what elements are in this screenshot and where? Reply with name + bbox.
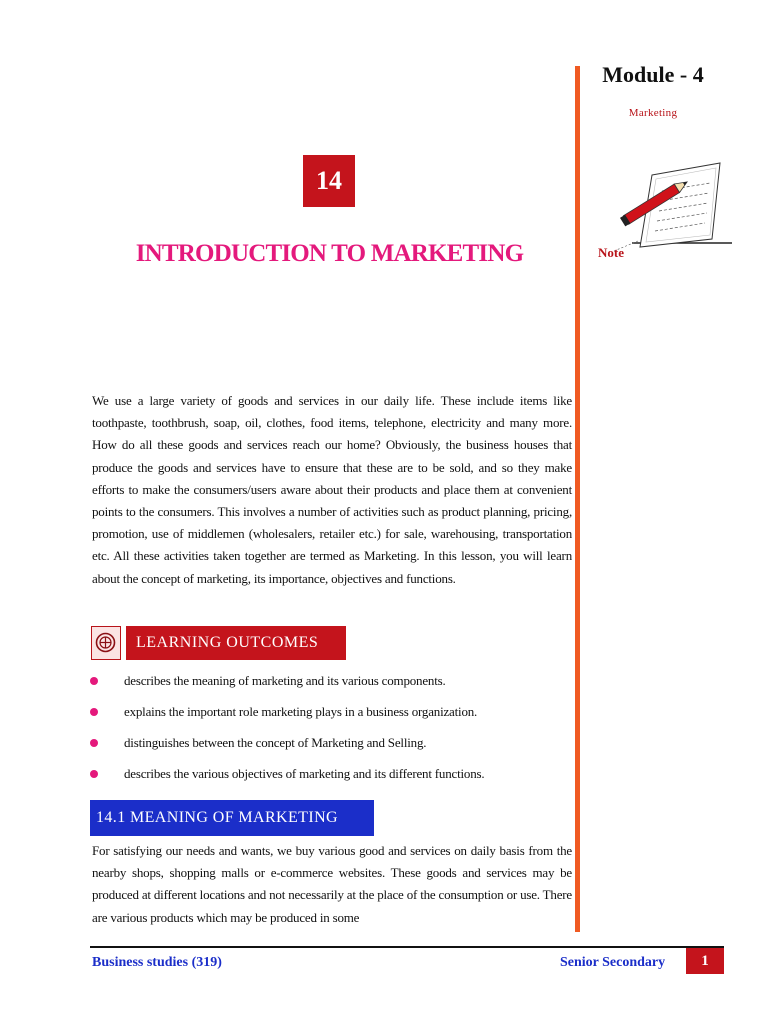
footer-level: Senior Secondary <box>560 955 666 970</box>
list-item-text: distinguishes between the concept of Marketing and Selling. <box>124 735 427 750</box>
intro-paragraph <box>92 390 572 590</box>
learning-outcomes-list <box>88 670 568 794</box>
module-title: Module - 4 <box>602 62 704 87</box>
list-item <box>88 701 568 732</box>
chapter-number: 14 <box>303 155 355 207</box>
learning-outcomes-heading: LEARNING OUTCOMES <box>126 626 346 660</box>
note-label: Note <box>598 245 624 260</box>
intro-text: We use a large variety of goods and services in our daily life. These include items like toothpaste, toothbrush, soap, oil, clothes, food items, telephone, electricity and many more. How do all these goods and services reach our home? Obviously, the business houses that produce the goods and services have to ensure that these are to be sold, and so they make efforts to make the consumers/users aware about their products and place them at convenient points to the consumers. This involves a number of activities such as product planning, pricing, promotion, use of middlemen (wholesalers, retailer etc.) for sale, warehousing, transportation etc. All these activities taken together are termed as Marketing. In this lesson, you will learn about the concept of marketing, its importance, objectives and functions. <box>92 393 572 586</box>
learning-emblem-icon <box>91 626 121 660</box>
chapter-title: INTRODUCTION TO MARKETING <box>135 240 524 267</box>
list-item-text: describes the meaning of marketing and its various components. <box>124 673 446 688</box>
bullet-icon <box>90 708 98 716</box>
section-text: For satisfying our needs and wants, we buy various good and services on daily basis from the nearby shops, shopping malls or e-commerce websites. These goods and services may be produced at different locations and not necessarily at the place of the consumption or use. There are various products which may be produced in some <box>92 843 572 925</box>
list-item <box>88 670 568 701</box>
bullet-icon <box>90 677 98 685</box>
module-subtitle: Marketing <box>628 107 678 119</box>
page-number: 1 <box>686 948 724 974</box>
footer-rule <box>90 946 724 948</box>
list-item <box>88 732 568 763</box>
section-heading: 14.1 MEANING OF MARKETING <box>90 800 374 836</box>
footer-course: Business studies (319) <box>92 955 222 970</box>
list-item-text: explains the important role marketing plays in a business organization. <box>124 704 478 719</box>
bullet-icon <box>90 770 98 778</box>
bullet-icon <box>90 739 98 747</box>
section-paragraph <box>92 840 572 929</box>
list-item-text: describes the various objectives of marketing and its different functions. <box>124 766 485 781</box>
list-item <box>88 763 568 794</box>
margin-rule <box>575 66 580 932</box>
notepad-pencil-icon <box>612 155 732 265</box>
